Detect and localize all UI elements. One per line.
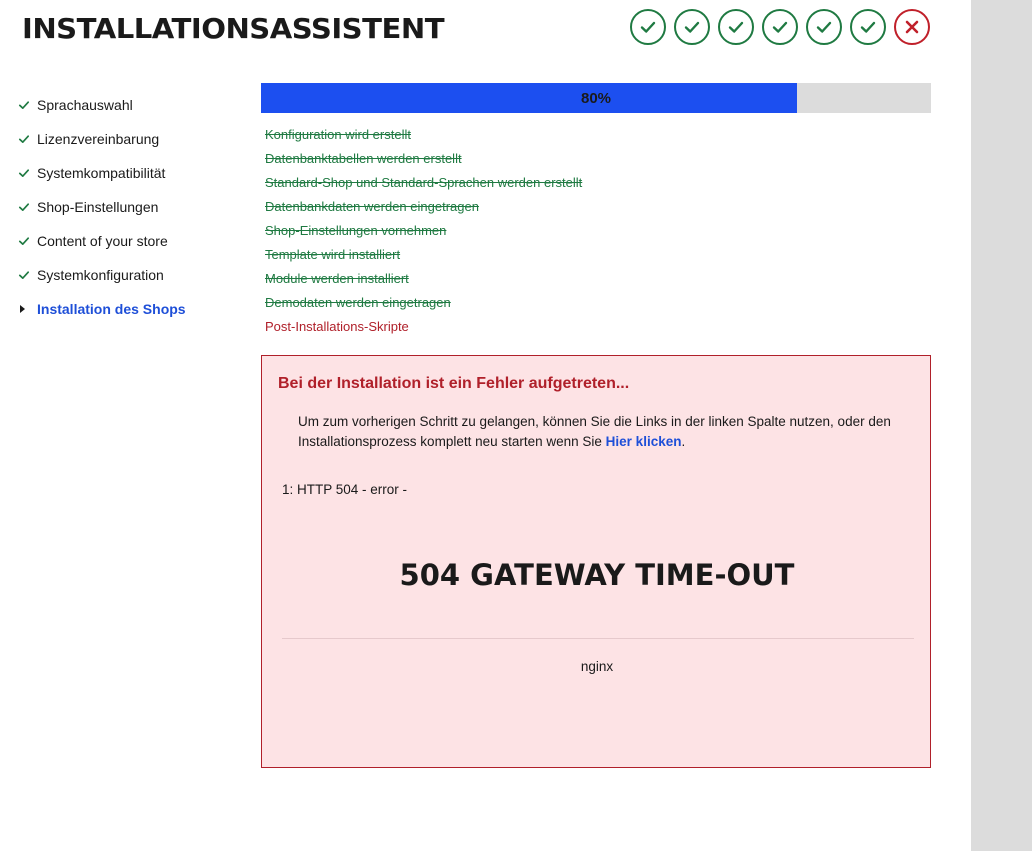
status-indicator-6 <box>850 9 886 45</box>
progress-label: 80% <box>580 89 612 107</box>
error-message-end: . <box>681 434 686 449</box>
error-message-text: Um zum vorherigen Schritt zu gelangen, können Sie die Links in der linken Spalte nutzen, oder den Installationsprozess komplett neu starten wenn Sie <box>298 414 891 449</box>
installation-step: Demodaten werden eingetragen <box>265 295 451 310</box>
close-icon <box>902 17 922 37</box>
error-title: Bei der Installation ist ein Fehler aufgetreten... <box>278 375 630 392</box>
divider <box>282 638 914 639</box>
status-indicator-3 <box>718 9 754 45</box>
sidebar-item-label: Installation des Shops <box>37 301 186 317</box>
check-icon <box>814 17 834 37</box>
sidebar-item-5[interactable] <box>17 224 237 258</box>
check-icon <box>726 17 746 37</box>
gateway-error-title: 504 GATEWAY TIME-OUT <box>399 558 795 592</box>
check-icon <box>17 200 37 214</box>
error-detail-line: 1: HTTP 504 - error - <box>282 482 408 497</box>
status-indicator-4 <box>762 9 798 45</box>
check-icon <box>17 268 37 282</box>
page-title: INSTALLATIONSASSISTENT <box>22 12 445 45</box>
sidebar-item-1[interactable] <box>17 88 237 122</box>
sidebar-item-2[interactable] <box>17 122 237 156</box>
error-panel <box>261 355 931 768</box>
caret-right-icon <box>17 303 37 315</box>
check-icon <box>17 132 37 146</box>
installation-step: Datenbankdaten werden eingetragen <box>265 199 479 214</box>
status-indicator-5 <box>806 9 842 45</box>
installation-step: Datenbanktabellen werden erstellt <box>265 151 462 166</box>
installation-step: Post-Installations-Skripte <box>265 319 409 334</box>
page-side-gutter <box>971 0 1032 851</box>
sidebar-item-label: Shop-Einstellungen <box>37 199 159 215</box>
sidebar-item-4[interactable] <box>17 190 237 224</box>
sidebar-item-3[interactable] <box>17 156 237 190</box>
status-indicator-1 <box>630 9 666 45</box>
error-message <box>298 412 918 452</box>
sidebar-nav <box>17 88 237 326</box>
check-icon <box>858 17 878 37</box>
check-icon <box>17 166 37 180</box>
check-icon <box>17 98 37 112</box>
check-icon <box>17 234 37 248</box>
restart-link[interactable]: Hier klicken <box>605 434 682 449</box>
sidebar-item-6[interactable] <box>17 258 237 292</box>
sidebar-item-label: Content of your store <box>37 233 168 249</box>
sidebar-item-label: Systemkonfiguration <box>37 267 164 283</box>
sidebar-item-label: Systemkompatibilität <box>37 165 166 181</box>
check-icon <box>770 17 790 37</box>
step-status-indicators <box>630 9 930 45</box>
check-icon <box>682 17 702 37</box>
installation-steps-list <box>265 123 582 339</box>
server-name: nginx <box>580 659 614 674</box>
progress-bar <box>261 83 931 113</box>
installation-step: Template wird installiert <box>265 247 401 262</box>
check-icon <box>638 17 658 37</box>
installation-step: Module werden installiert <box>265 271 409 286</box>
sidebar-item-label: Lizenzvereinbarung <box>37 131 160 147</box>
installation-step: Konfiguration wird erstellt <box>265 127 411 142</box>
installation-step: Standard-Shop und Standard-Sprachen werden erstellt <box>265 175 583 190</box>
installation-step: Shop-Einstellungen vornehmen <box>265 223 447 238</box>
status-indicator-2 <box>674 9 710 45</box>
sidebar-item-label: Sprachauswahl <box>37 97 133 113</box>
sidebar-item-7[interactable] <box>17 292 237 326</box>
status-indicator-7 <box>894 9 930 45</box>
